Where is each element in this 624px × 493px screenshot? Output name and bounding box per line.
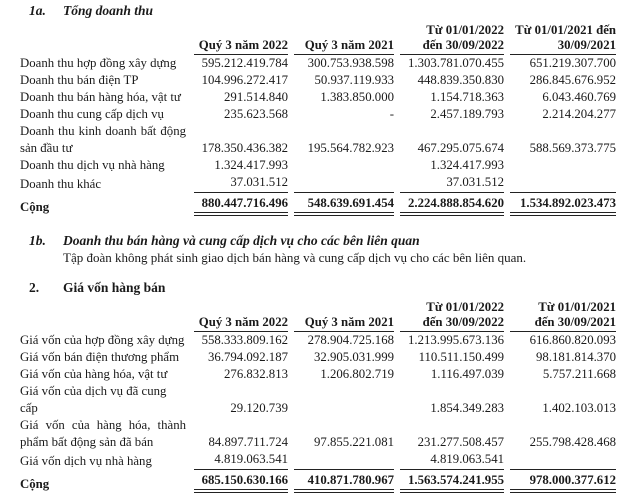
- row-label: Doanh thu dịch vụ nhà hàng: [20, 158, 165, 172]
- cell-value: 1.534.892.023.473: [510, 193, 616, 216]
- row-label: Giá vốn của hợp đồng xây dựng: [20, 333, 185, 347]
- cell-value: 32.905.031.999: [314, 350, 394, 364]
- section-heading-1a: [20, 3, 616, 18]
- section-number-1a: 1a.: [29, 3, 46, 18]
- cell-value: 29.120.739: [230, 401, 288, 415]
- row-label: Cộng: [20, 477, 50, 491]
- section-number-1b: 1b.: [29, 233, 46, 248]
- section-number-2: 2.: [29, 280, 40, 295]
- cell-value: 978.000.377.612: [510, 470, 616, 493]
- cell-value: 558.333.809.162: [201, 333, 288, 347]
- table-header-row: [20, 21, 616, 55]
- cell-value: 410.871.780.967: [294, 470, 394, 493]
- cell-value: 36.794.092.187: [208, 350, 288, 364]
- cell-value: 291.514.840: [224, 90, 288, 104]
- cell-value: 178.350.436.382: [201, 141, 288, 155]
- cell-value: 300.753.938.598: [307, 56, 394, 70]
- cell-value: 195.564.782.923: [307, 141, 394, 155]
- cell-value: 255.798.428.468: [529, 435, 616, 449]
- cell-value: 1.213.995.673.136: [408, 333, 504, 347]
- column-header: Quý 3 năm 2022: [194, 36, 288, 56]
- header-label-spacer: [20, 21, 188, 55]
- column-header: Quý 3 năm 2021: [294, 313, 394, 333]
- column-header: Từ 01/01/2021 đến 30/09/2021: [510, 21, 616, 55]
- cell-value: 37.031.512: [400, 174, 504, 193]
- cell-value: 616.860.820.093: [529, 333, 616, 347]
- column-header: Từ 01/01/2022 đến 30/09/2022: [400, 298, 504, 332]
- table-row: [20, 417, 616, 451]
- cell-value: 104.996.272.417: [201, 73, 288, 87]
- cell-value: 98.181.814.370: [536, 350, 616, 364]
- cell-value: 1.324.417.993: [214, 158, 288, 172]
- row-label: Cộng: [20, 200, 50, 214]
- section-heading-2: [20, 280, 616, 295]
- cell-value: 595.212.419.784: [201, 56, 288, 70]
- row-label: Doanh thu khác: [20, 177, 102, 191]
- row-label: Giá vốn của hàng hóa, vật tư: [20, 367, 168, 381]
- cell-value: 448.839.350.830: [417, 73, 504, 87]
- table-row: [20, 89, 616, 106]
- related-party-note: Tập đoàn không phát sinh giao dịch bán hàng và cung cấp dịch vụ cho các bên liên quan.: [63, 250, 527, 265]
- cell-value: 2.457.189.793: [430, 107, 504, 121]
- cell-value: 4.819.063.541: [194, 451, 288, 470]
- section-title-2: Giá vốn hàng bán: [63, 280, 166, 295]
- cell-value: 2.214.204.277: [542, 107, 616, 121]
- column-header: Quý 3 năm 2022: [194, 313, 288, 333]
- cell-value: -: [389, 107, 394, 121]
- cell-value: 588.569.373.775: [529, 141, 616, 155]
- column-header: Quý 3 năm 2021: [294, 36, 394, 56]
- section-title-1b: Doanh thu bán hàng và cung cấp dịch vụ cho các bên liên quan: [63, 233, 420, 248]
- cell-value: 651.219.307.700: [529, 56, 616, 70]
- cell-value: 50.937.119.933: [314, 73, 394, 87]
- cell-value: 286.845.676.952: [529, 73, 616, 87]
- row-label: Giá vốn của hàng hóa, thành phẩm bất động sản đã bán: [20, 418, 186, 449]
- cell-value: 235.623.568: [224, 107, 288, 121]
- cell-value: 1.324.417.993: [430, 158, 504, 172]
- row-label: Doanh thu bán hàng hóa, vật tư: [20, 90, 181, 104]
- row-label: Doanh thu hợp đồng xây dựng: [20, 56, 177, 70]
- cell-value: 1.154.718.363: [430, 90, 504, 104]
- table-row: [20, 174, 616, 193]
- header-label-spacer: [20, 298, 188, 332]
- cell-value: 685.150.630.166: [194, 470, 288, 493]
- cell-value: 37.031.512: [194, 174, 288, 193]
- table-row: [20, 72, 616, 89]
- table-row: [20, 383, 616, 417]
- cell-value: 5.757.211.668: [542, 367, 616, 381]
- section-title-1a: Tổng doanh thu: [63, 3, 154, 18]
- row-label: Doanh thu kinh doanh bất động sản đầu tư: [20, 124, 186, 155]
- cell-value: 880.447.716.496: [194, 193, 288, 216]
- row-label: Doanh thu bán điện TP: [20, 73, 139, 87]
- cell-value: 1.563.574.241.955: [400, 470, 504, 493]
- table-row: [20, 55, 616, 72]
- cell-value: 467.295.075.674: [417, 141, 504, 155]
- cell-value: 97.855.221.081: [314, 435, 394, 449]
- section-heading-1b: [20, 233, 616, 248]
- cell-value: 1.116.497.039: [430, 367, 504, 381]
- table-row: [20, 157, 616, 174]
- cell-value: 278.904.725.168: [307, 333, 394, 347]
- row-label: Giá vốn của dịch vụ đã cung cấp: [20, 384, 167, 415]
- row-label: Doanh thu cung cấp dịch vụ: [20, 107, 164, 121]
- cell-value: 1.854.349.283: [430, 401, 504, 415]
- cell-value: 84.897.711.724: [208, 435, 288, 449]
- table-header-row: [20, 298, 616, 332]
- column-header: Từ 01/01/2022 đến 30/09/2022: [400, 21, 504, 55]
- row-label: Giá vốn dịch vụ nhà hàng: [20, 454, 152, 468]
- cell-value: 1.402.103.013: [542, 401, 616, 415]
- table-row: [20, 366, 616, 383]
- table-row: [20, 451, 616, 470]
- cell-value: 2.224.888.854.620: [400, 193, 504, 216]
- cell-value: 231.277.508.457: [417, 435, 504, 449]
- cell-value: 4.819.063.541: [400, 451, 504, 470]
- table-row: [20, 123, 616, 157]
- cell-value: 1.206.802.719: [320, 367, 394, 381]
- total-revenue-table: [20, 21, 616, 216]
- cell-value: 1.383.850.000: [320, 90, 394, 104]
- table-row: [20, 349, 616, 366]
- table-row: [20, 332, 616, 349]
- cell-value: 276.832.813: [224, 367, 288, 381]
- cell-value: 6.043.460.769: [542, 90, 616, 104]
- column-header: Từ 01/01/2021 đến 30/09/2021: [510, 298, 616, 332]
- table-row: [20, 106, 616, 123]
- cell-value: 110.511.150.499: [418, 350, 504, 364]
- row-label: Giá vốn bán điện thương phẩm: [20, 350, 180, 364]
- cogs-table: [20, 298, 616, 493]
- total-row: [20, 470, 616, 493]
- total-row: [20, 193, 616, 216]
- cell-value: 548.639.691.454: [294, 193, 394, 216]
- cell-value: 1.303.781.070.455: [408, 56, 504, 70]
